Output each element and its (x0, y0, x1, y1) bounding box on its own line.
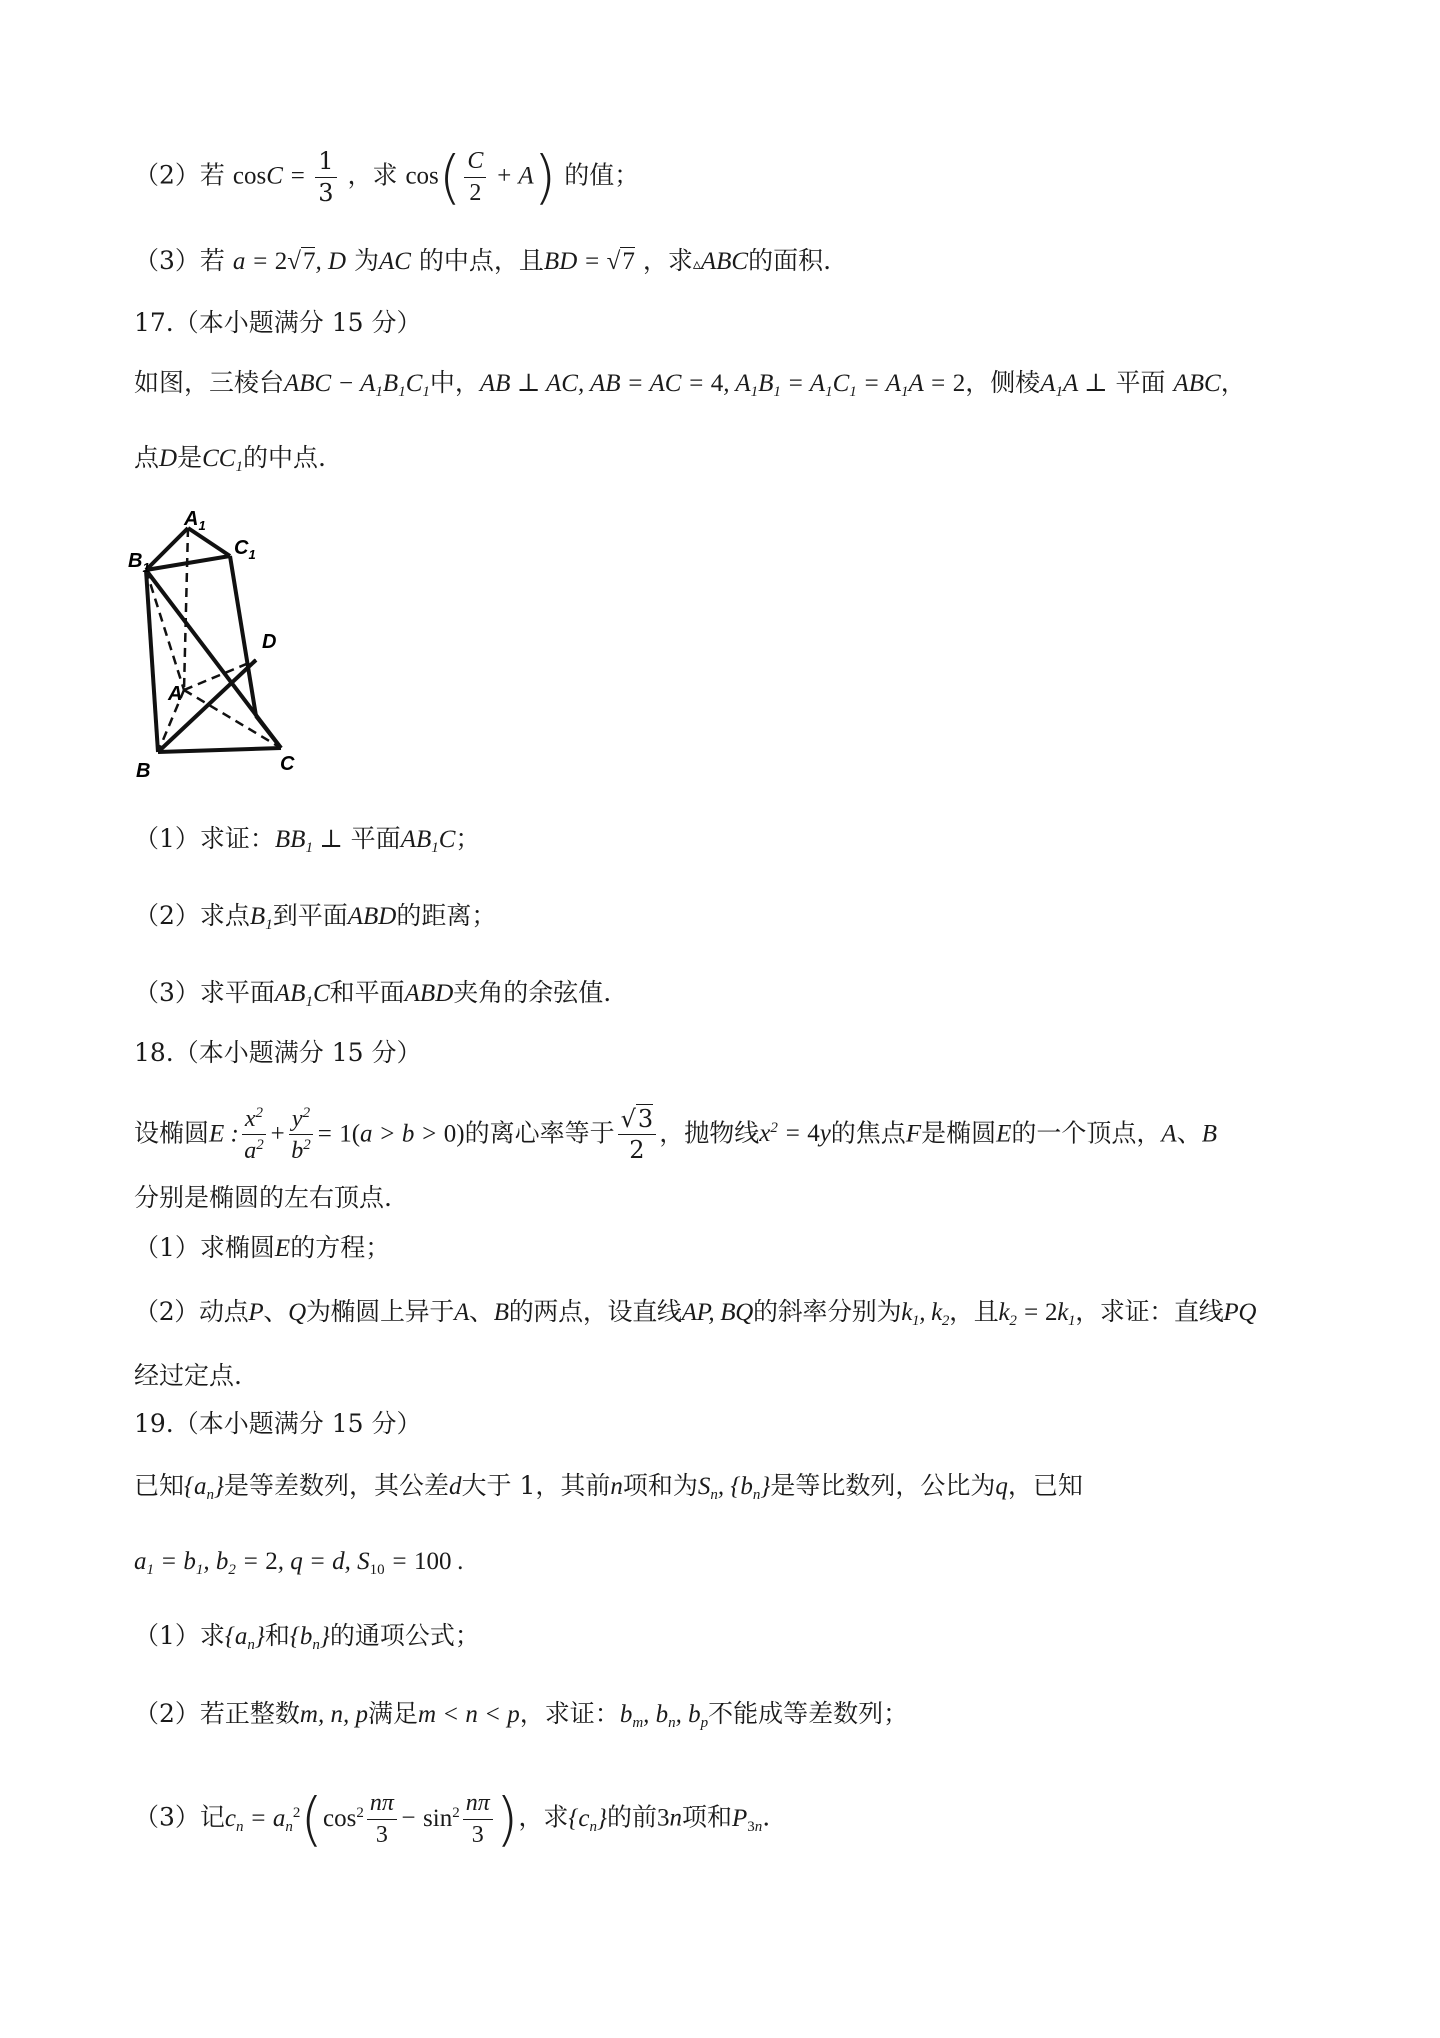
edge-bd (158, 660, 256, 752)
q19-part1: （1）求$\{a_n\}$和$\{b_n\}$的通项公式； (134, 1621, 480, 1653)
q19-part3: （3）记$c_n = a_n^2(\cos^2$ $\frac{n\pi}{3}$ − $\sin^2$ $\frac{n\pi}{3}$ )，求$\{c_n\}$的前3n项和$P_{3n}$. (134, 1785, 771, 1853)
q18-header: 18.（本小题满分 15 分） (134, 1038, 422, 1067)
label-a: A (168, 683, 183, 705)
q17-part3: （3）求平面$AB_1C$和平面ABD夹角的余弦值. (134, 978, 612, 1010)
label-c: C (280, 753, 295, 775)
label-a1: $A_1$ (184, 508, 206, 533)
q19-header: 19.（本小题满分 15 分） (134, 1409, 422, 1438)
edge-a1c1 (188, 528, 230, 556)
edge-ac (184, 690, 281, 748)
q17-point-d: 点D是$CC_1$的中点. (134, 443, 326, 475)
q18-part2-cont: 经过定点. (134, 1361, 242, 1390)
q18-cont: 分别是椭圆的左右顶点. (134, 1183, 392, 1212)
q16-part3: （3）若 a = 2√7, D 为AC 的中点，且BD = √7 ，求▵ABC的面积. (134, 246, 832, 275)
edge-bb1 (146, 570, 158, 752)
q19-intro: 已知$\{a_n\}$是等差数列，其公差d大于 1，其前n项和为$S_n$, $\{b_n\}$是等比数列，公比为q，已知 (134, 1471, 1083, 1503)
q19-part2: （2）若正整数m, n, p满足m < n < p，求证：$b_m$, $b_n$, $b_p$不能成等差数列； (134, 1699, 909, 1731)
q17-intro: 如图，三棱台ABC − $A_1B_1C_1$中，AB ⊥ AC, AB = AC = 4, $A_1B_1 = A_1C_1 = A_1A = 2$，侧棱$A_1A$ ⊥ 平面 ABC， (134, 368, 1246, 400)
q19-conditions: $a_1 = b_1$, $b_2 = 2$, q = d, $S_{10} = 100$ . (134, 1548, 464, 1578)
q18-part1: （1）求椭圆E的方程； (134, 1233, 391, 1262)
edge-aa1 (184, 528, 188, 690)
frustum-figure (128, 500, 428, 790)
label-c1: $C_1$ (234, 537, 256, 562)
label-b: B (136, 760, 151, 782)
q17-header: 17.（本小题满分 15 分） (134, 308, 422, 337)
q17-part1: （1）求证：$BB_1$ ⊥ 平面$AB_1C$； (134, 824, 481, 856)
q18-intro: 设椭圆E : $\frac{x^2}{a^2}$ + $\frac{y^2}{b^2}$ = 1(a > b > 0)的离心率等于 $\frac{√3}{2}$ ，抛物线$x^2 = 4y$的焦点F是椭圆E的一个顶点，A、B (134, 1105, 1217, 1165)
q17-part2: （2）求点$B_1$到平面ABD的距离； (134, 901, 497, 933)
q16-part2: （2）若 cosC = $\frac{1}{3}$ ，求 cos( $\frac{C}{2}$ + A) 的值； (134, 143, 640, 211)
edge-c1d (230, 556, 256, 716)
label-b1: $B_1$ (128, 550, 150, 575)
edge-bc (158, 748, 281, 752)
edge-b1c (146, 570, 281, 748)
label-d: D (262, 631, 277, 653)
q18-part2: （2）动点P、Q为椭圆上异于A、B的两点，设直线AP, BQ的斜率分别为$k_1$, $k_2$，且$k_2 = 2k_1$，求证：直线PQ (134, 1297, 1257, 1329)
